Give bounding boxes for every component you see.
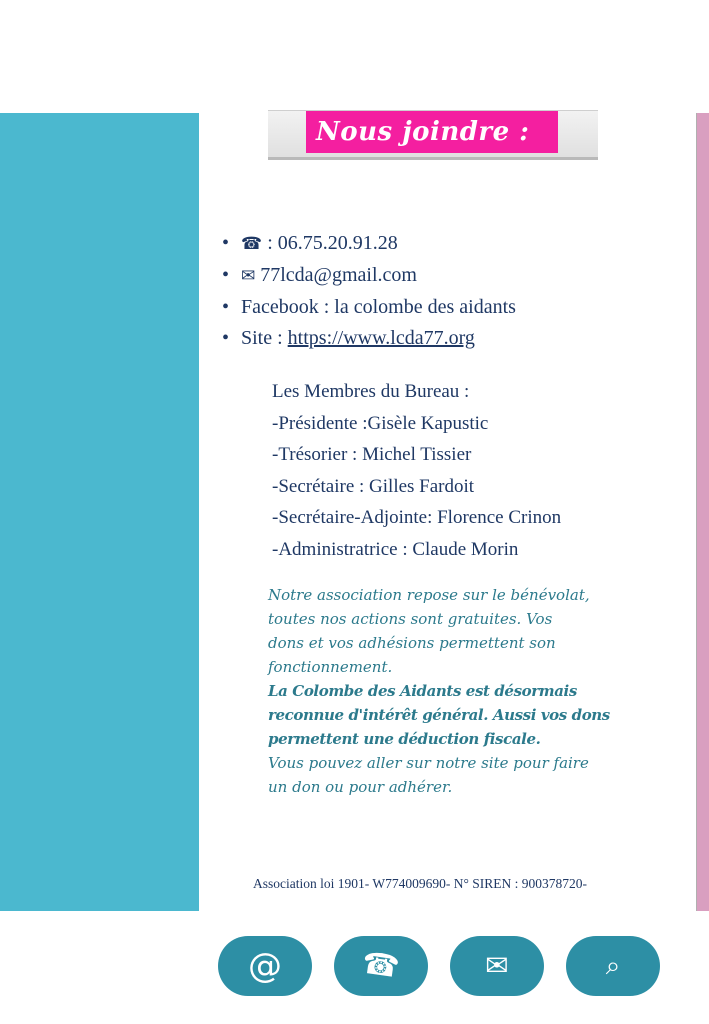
bullet: • [222, 264, 230, 286]
statement-line: toutes nos actions sont gratuites. Vos [268, 610, 553, 628]
page-title: Nous joindre : [316, 117, 530, 147]
board-member-president: -Présidente :Gisèle Kapustic [272, 412, 489, 434]
page-title-banner [268, 110, 598, 160]
board-member-secretary: -Secrétaire : Gilles Fardoit [272, 475, 475, 497]
association-statement [268, 583, 638, 799]
list-item [222, 228, 642, 260]
phone-value: 06.75.20.91.28 [277, 232, 398, 254]
bullet: • [222, 327, 230, 349]
statement-line-strong: permettent une déduction fiscale. [268, 730, 541, 748]
envelope-icon[interactable]: ✉ [450, 936, 544, 996]
statement-line: fonctionnement. [268, 658, 393, 676]
legal-footnote: Association loi 1901- W774009690- N° SIREN : 900378720- [253, 876, 588, 891]
contact-list [222, 228, 642, 354]
social-icon-bar [218, 936, 660, 996]
at-icon[interactable]: @ [218, 936, 312, 996]
right-color-bar [696, 113, 709, 911]
board-members-heading: Les Membres du Bureau : [272, 381, 470, 402]
board-members-block [272, 376, 672, 565]
bullet: • [222, 232, 230, 254]
site-label: Site : [241, 327, 283, 349]
statement-line: Vous pouvez aller sur notre site pour faire [268, 754, 589, 772]
bullet: • [222, 296, 230, 318]
phone-separator: : [267, 232, 273, 254]
statement-line-strong: La Colombe des Aidants est désormais [268, 682, 577, 700]
list-item [222, 260, 642, 292]
facebook-value: Facebook : la colombe des aidants [241, 296, 516, 318]
board-member-treasurer: -Trésorier : Michel Tissier [272, 444, 472, 465]
location-pin-icon[interactable]: ⌕ [566, 936, 660, 996]
left-color-bar [0, 113, 199, 911]
board-member-deputy-secretary: -Secrétaire-Adjointe: Florence Crinon [272, 507, 562, 528]
email-value[interactable]: 77lcda@gmail.com [260, 264, 417, 286]
phone-glyph: ☎ [360, 945, 403, 986]
board-member-administrator: -Administratrice : Claude Morin [272, 538, 519, 560]
phone-icon: ☎ [241, 234, 263, 254]
statement-line: un don ou pour adhérer. [268, 778, 453, 796]
website-link[interactable]: https://www.lcda77.org [287, 327, 475, 349]
list-item [222, 323, 642, 354]
list-item [222, 292, 642, 323]
phone-icon[interactable] [334, 936, 428, 996]
statement-line: Notre association repose sur le bénévolat, [268, 586, 590, 604]
envelope-icon: ✉ [241, 266, 256, 286]
statement-line-strong: reconnue d'intérêt général. Aussi vos dons [268, 706, 610, 724]
statement-line: dons et vos adhésions permettent son [268, 634, 556, 652]
